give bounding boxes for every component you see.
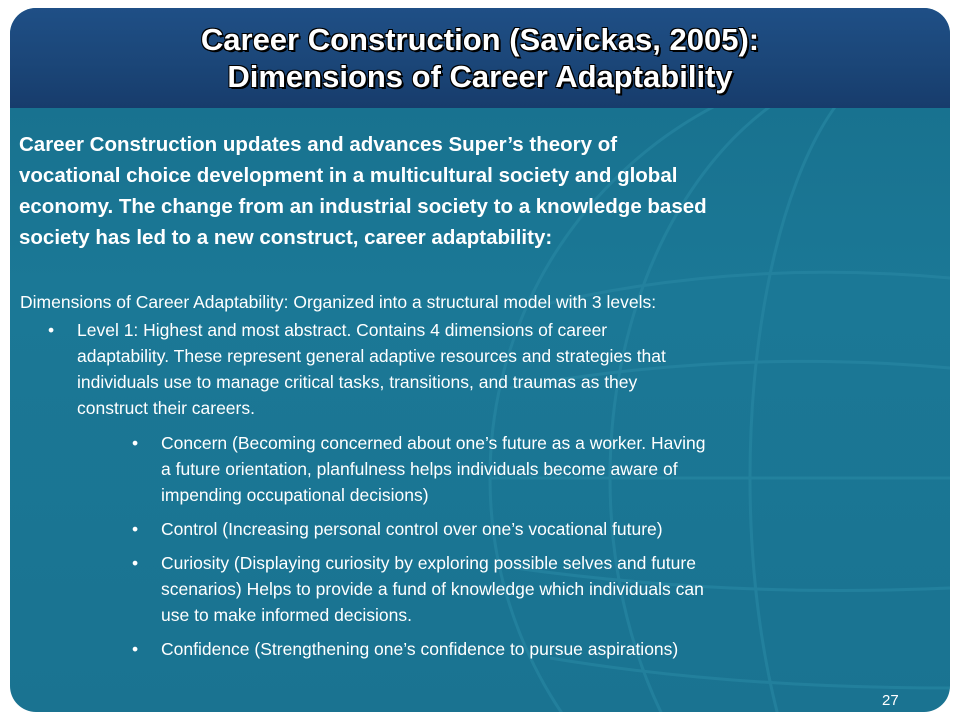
confidence-line: Confidence (Strengthening one’s confidence to pursue aspirations) — [161, 639, 679, 659]
curiosity-line: scenarios) Helps to provide a fund of knowledge which individuals can — [161, 579, 704, 599]
concern-line: impending occupational decisions) — [161, 485, 429, 505]
level1-line: construct their careers. — [77, 398, 255, 418]
concern-line: a future orientation, planfulness helps individuals become aware of — [161, 459, 678, 479]
bullet-level1-marker: • — [48, 320, 55, 340]
bullet-concern-marker: • — [132, 433, 139, 453]
intro-line: society has led to a new construct, career adaptability: — [19, 226, 553, 249]
bullet-control-marker: • — [132, 519, 139, 539]
curiosity-line: use to make informed decisions. — [161, 605, 412, 625]
slide-title-line-2: Dimensions of Career Adaptability — [227, 59, 733, 94]
slide — [10, 8, 950, 712]
intro-line: vocational choice development in a multicultural society and global — [19, 164, 678, 187]
slide-title-line-1: Career Construction (Savickas, 2005): — [200, 22, 760, 57]
control-line: Control (Increasing personal control over one’s vocational future) — [161, 519, 663, 539]
bullet-confidence-marker: • — [132, 639, 139, 659]
page-number: 27 — [882, 692, 899, 709]
concern-line: Concern (Becoming concerned about one’s future as a worker. Having — [161, 433, 706, 453]
dimensions-heading: Dimensions of Career Adaptability: Organized into a structural model with 3 levels: — [20, 292, 657, 312]
level1-line: Level 1: Highest and most abstract. Contains 4 dimensions of career — [77, 320, 608, 340]
intro-line: economy. The change from an industrial society to a knowledge based — [19, 195, 707, 218]
bullet-curiosity-marker: • — [132, 553, 139, 573]
intro-line: Career Construction updates and advances Super’s theory of — [19, 133, 618, 156]
level1-line: adaptability. These represent general adaptive resources and strategies that — [77, 346, 666, 366]
intro-paragraph — [19, 129, 924, 253]
curiosity-line: Curiosity (Displaying curiosity by exploring possible selves and future — [161, 553, 696, 573]
title-bar — [10, 8, 950, 108]
level1-line: individuals use to manage critical tasks, transitions, and traumas as they — [77, 372, 638, 392]
